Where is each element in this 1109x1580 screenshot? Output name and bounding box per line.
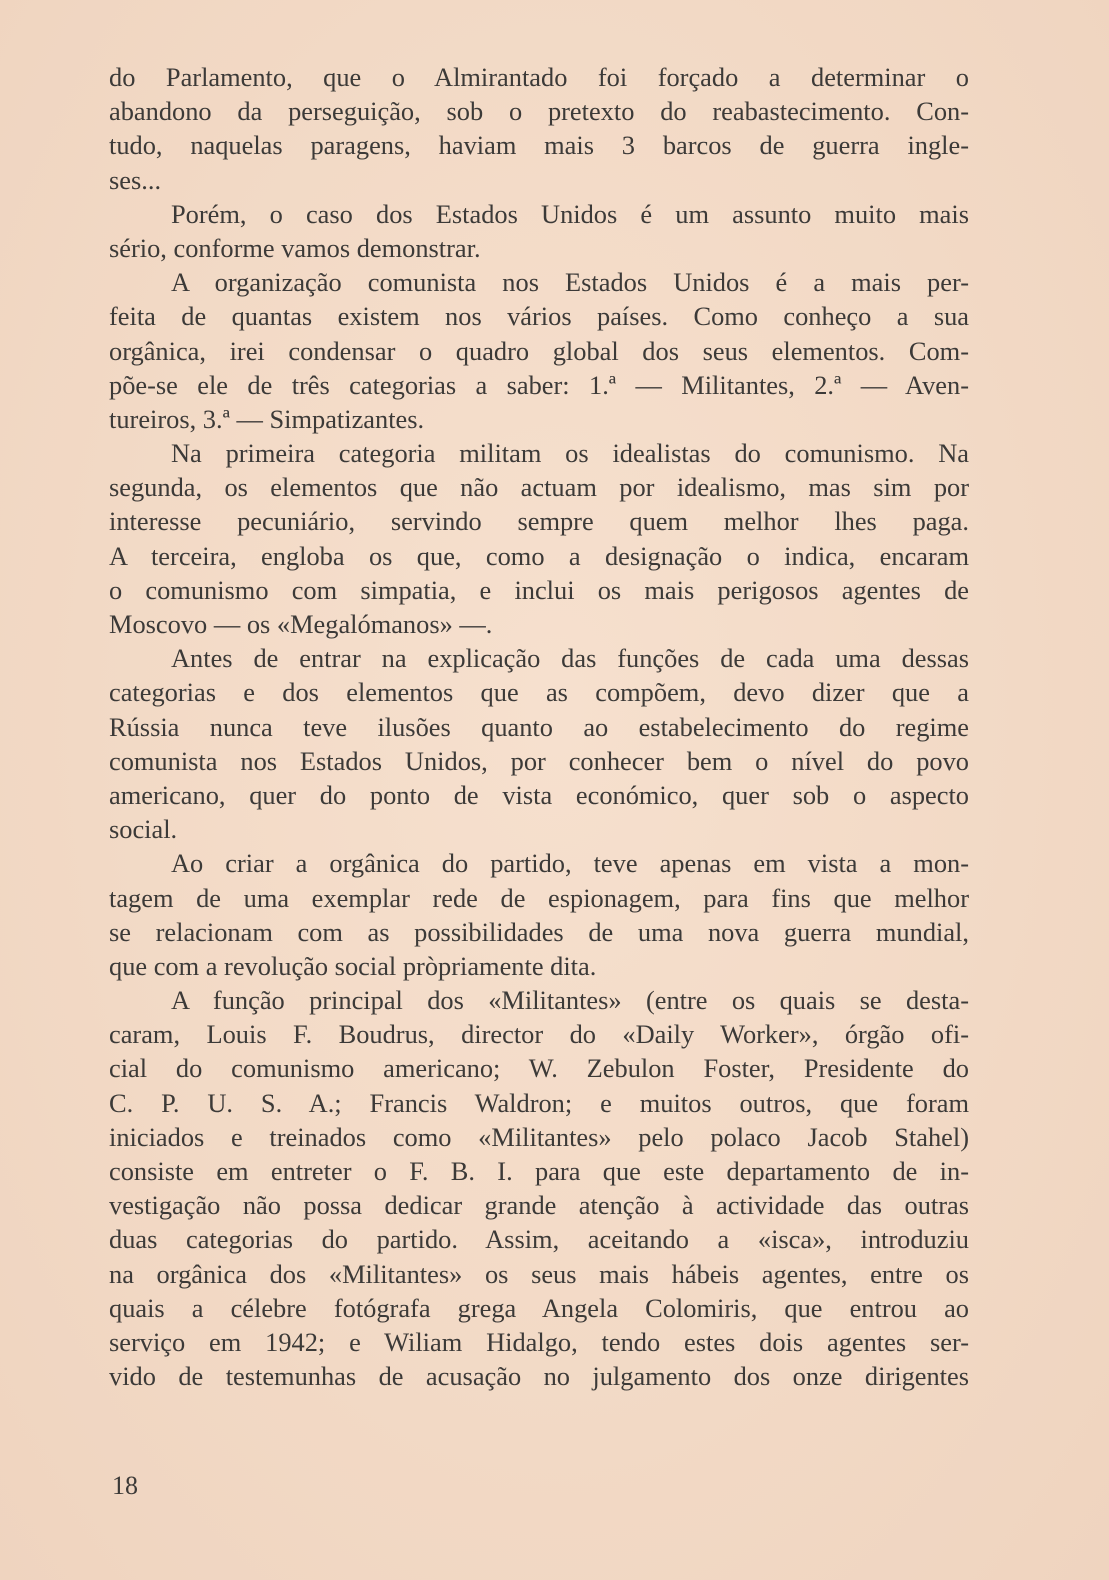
text-line: cial do comunismo americano; W. Zebulon Foster, Presidente do	[109, 1053, 969, 1084]
text-line: tagem de uma exemplar rede de espionagem, para fins que melhor	[109, 882, 969, 913]
text-line: que com a revolução social pròpriamente dita.	[109, 950, 597, 981]
text-line: A função principal dos «Militantes» (entre os quais se desta-	[171, 985, 969, 1016]
text-line: do Parlamento, que o Almirantado foi forçado a determinar o	[109, 62, 969, 92]
text-line: C. P. U. S. A.; Francis Waldron; e muitos outros, que foram	[109, 1087, 969, 1118]
text-line: sério, conforme vamos demonstrar.	[109, 232, 481, 263]
text-line: A terceira, engloba os que, como a designação o indica, encaram	[109, 540, 969, 571]
text-line: tureiros, 3.ª — Simpatizantes.	[109, 403, 425, 434]
text-line: consiste em entreter o F. B. I. para que este departamento de in-	[109, 1156, 969, 1186]
text-line: feita de quantas existem nos vários países. Como conheço a sua	[109, 301, 969, 332]
text-line: duas categorias do partido. Assim, aceitando a «isca», introduziu	[109, 1224, 969, 1255]
text-line: Antes de entrar na explicação das funções de cada uma dessas	[171, 643, 969, 674]
text-line: quais a célebre fotógrafa grega Angela Colomiris, que entrou ao	[109, 1292, 969, 1323]
text-line: Na primeira categoria militam os idealistas do comunismo. Na	[171, 438, 969, 469]
text-line: ses...	[109, 164, 162, 195]
text-line: Porém, o caso dos Estados Unidos é um assunto muito mais	[171, 198, 969, 229]
page-number: 18	[112, 1471, 138, 1500]
body-text	[109, 60, 969, 1393]
text-line: abandono da perseguição, sob o pretexto do reabastecimento. Con-	[109, 96, 969, 127]
text-line: comunista nos Estados Unidos, por conhecer bem o nível do povo	[109, 745, 969, 776]
text-line: categorias e dos elementos que as compõem, devo dizer que a	[109, 677, 969, 708]
text-line: americano, quer do ponto de vista económico, quer sob o aspecto	[109, 779, 969, 810]
text-line: social.	[109, 814, 178, 845]
text-line: Moscovo — os «Megalómanos» —.	[109, 609, 493, 639]
text-line: Ao criar a orgânica do partido, teve apenas em vista a mon-	[171, 848, 969, 879]
text-line: vestigação não possa dedicar grande atenção à actividade das outras	[109, 1190, 969, 1221]
text-line: Rússia nunca teve ilusões quanto ao estabelecimento do regime	[109, 711, 969, 742]
text-line: segunda, os elementos que não actuam por idealismo, mas sim por	[109, 472, 969, 503]
text-line: orgânica, irei condensar o quadro global dos seus elementos. Com-	[109, 335, 969, 366]
text-line: caram, Louis F. Boudrus, director do «Daily Worker», órgão ofi-	[109, 1019, 969, 1050]
text-line: se relacionam com as possibilidades de uma nova guerra mundial,	[109, 916, 969, 947]
text-line: A organização comunista nos Estados Unidos é a mais per-	[171, 267, 969, 298]
text-line: tudo, naquelas paragens, haviam mais 3 barcos de guerra ingle-	[109, 130, 969, 161]
text-line: iniciados e treinados como «Militantes» pelo polaco Jacob Stahel)	[109, 1121, 969, 1152]
text-line: na orgânica dos «Militantes» os seus mais hábeis agentes, entre os	[109, 1258, 969, 1289]
text-line: serviço em 1942; e Wiliam Hidalgo, tendo estes dois agentes ser-	[109, 1326, 969, 1357]
text-line: põe-se ele de três categorias a saber: 1.ª — Militantes, 2.ª — Aven-	[109, 369, 969, 400]
text-line: interesse pecuniário, servindo sempre quem melhor lhes paga.	[109, 506, 969, 537]
text-line: vido de testemunhas de acusação no julgamento dos onze dirigentes	[109, 1361, 969, 1392]
text-line: o comunismo com simpatia, e inclui os mais perigosos agentes de	[109, 574, 969, 605]
